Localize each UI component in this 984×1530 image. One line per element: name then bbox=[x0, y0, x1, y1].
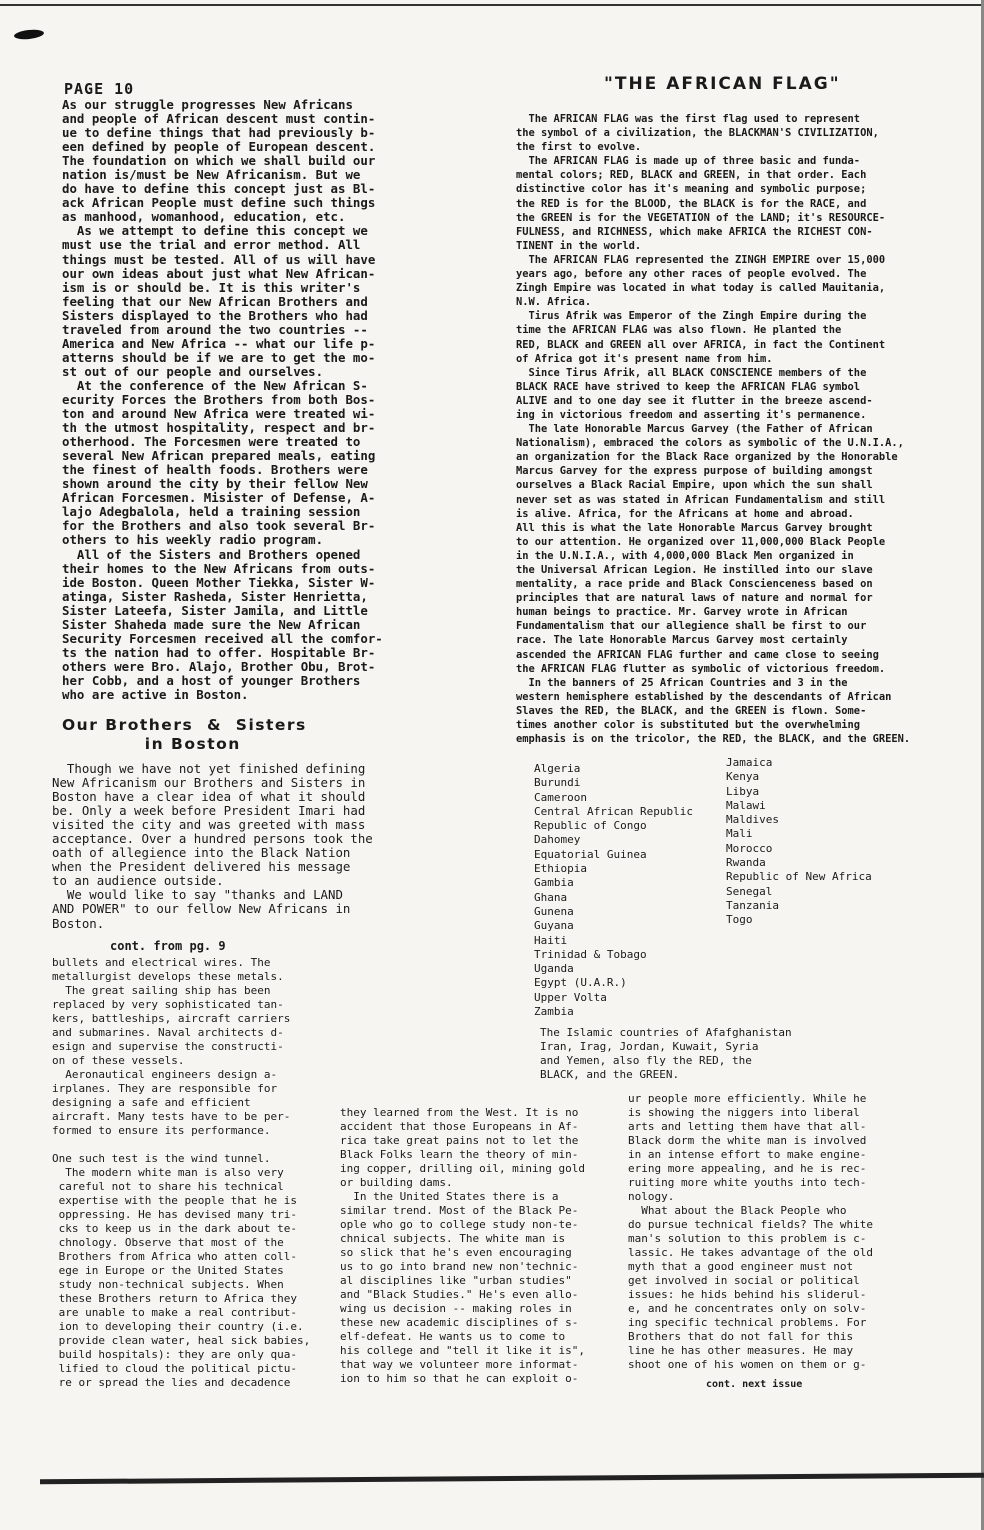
article-title-african-flag: "THE AFRICAN FLAG" bbox=[604, 74, 841, 94]
top-rule bbox=[0, 4, 984, 6]
country-list-col1: Algeria Burundi Cameroon Central African Republic Republic of Congo Dahomey Equatorial Guinea Ethiopia Gambia Ghana Gunena Guyana Haiti Trinidad & Tobago Uganda Egypt (U.A.R.) Upper Volta Zambia bbox=[534, 762, 693, 1019]
page-number: PAGE 10 bbox=[64, 80, 135, 98]
country-list-col2: Jamaica Kenya Libya Malawi Maldives Mali Morocco Rwanda Republic of New Africa Senegal Tanzania Togo bbox=[726, 756, 872, 927]
boston-article-headline: Our Brothers & Sisters in Boston bbox=[62, 716, 307, 753]
african-flag-article-body: The AFRICAN FLAG was the first flag used to represent the symbol of a civilization, the BLACKMAN'S CIVILIZATION, the first to evolve. The AFRICAN FLAG is made up of three basic and funda- mental colors; RED, BLACK and GREEN, in that order. Each distinctive color has it's meaning and symbolic purpose; the RED is for the BLOOD, the BLACK is for the RACE, and the GREEN is for the VEGETATION of the LAND; it's RESOURCE- FULNESS, and RICHNESS, which make AFRICA the RICHEST CON- TINENT in the world. The AFRICAN FLAG represented the ZINGH EMPIRE over 15,000 years ago, before any other races of people evolved. The Zingh Empire was located in what today is called Mauitania, N.W. Africa. Tirus Afrik was Emperor of the Zingh Empire during the time the AFRICAN FLAG was also flown. He planted the RED, BLACK and GREEN all over AFRICA, in fact the Continent of Africa got it's present name from him. Since Tirus Afrik, all BLACK CONSCIENCE members of the BLACK RACE have strived to keep the AFRICAN FLAG symbol ALIVE and to one day see it flutter in the breeze ascend- ing in victorious freedom and asserting it's permanence. The late Honorable Marcus Garvey (the Father of African Nationalism), embraced the colors as symbolic of the U.N.I.A., an organization for the Black Race organized by the Honorable Marcus Garvey for the express purpose of building amongst ourselves a Black Racial Empire, upon which the sun shall never set as was stated in African Fundamentalism and still is alive. Africa, for the Africans at home and abroad. All this is what the late Honorable Marcus Garvey brought to our attention. He organized over 11,000,000 Black People in the U.N.I.A., with 4,000,000 Black Men organized in the Universal African Legion. He instilled into our slave mentality, a race pride and Black Conscienceness based on principles that are natural laws of nature and normal for human beings to practice. Mr. Garvey wrote in African Fundamentalism that our allegience shall be first to our race. The late Honorable Marcus Garvey most certainly ascended the AFRICAN FLAG further and came close to seeing the AFRICAN FLAG flutter as symbolic of victorious freedom. In the banners of 25 African Countries and 3 in the western hemisphere established by the descendants of African Slaves the RED, the BLACK, and the GREEN is flown. Some- times another color is substituted but the overwhelming emphasis is on the tricolor, the RED, the BLACK, and the GREEN. bbox=[516, 113, 911, 746]
technology-article-col1: bullets and electrical wires. The metallurgist develops these metals. The great sailing ship has been replaced by very sophisticated tan- kers, battleships, aircraft carriers and submarines. Naval architects d- esign and supervise the constructi- on of these vessels. Aeronautical engineers design a- irplanes. They are responsible for designing a safe and efficient aircraft. Many tests have to be per- formed to ensure its performance. One such test is the wind tunnel. The modern white man is also very careful not to share his technical expertise with the people that he is oppressing. He has devised many tri- cks to keep us in the dark about te- chnology. Observe that most of the Brothers from Africa who atten coll- ege in Europe or the United States study non-technical subjects. When these Brothers return to Africa they are unable to make a real contribut- ion to developing their country (i.e. provide clean water, heal sick babies, build hospitals): they are only qua- lified to cloud the political pictu- re or spread the lies and decadence bbox=[52, 956, 311, 1390]
technology-article-col2: they learned from the West. It is no accident that those Europeans in Af- rica take great pains not to let the Black Folks learn the theory of min- ing copper, drilling oil, mining gold or building dams. In the United States there is a similar trend. Most of the Black Pe- ople who go to college study non-te- chnical subjects. The white man is so slick that he's even encouraging us to go into brand new non'technic- al disciplines like "urban studies" and "Black Studies." He's even allo- wing us decision -- making roles in these new academic disciplines of s- elf-defeat. He wants us to come to his college and "tell it like it is", that way we volunteer more informat- ion to him so that he can exploit o- bbox=[340, 1106, 586, 1386]
technology-article-col3: ur people more efficiently. While he is showing the niggers into liberal arts and letting them have that all- Black dorm the white man is involved in an intense effort to make engine- ering more appealing, and he is rec- ruiting more white youths into tech- nology. What about the Black People who do pursue technical fields? The white man's solution to this problem is c- lassic. He takes advantage of the old myth that a good engineer must not get involved in social or political issues: he hids behind his sliderul- e, and he concentrates only on solv- ing specific technical problems. For Brothers that do not fall for this line he has other measures. He may shoot one of his women on them or g- bbox=[628, 1092, 874, 1372]
bottom-rule bbox=[40, 1473, 984, 1485]
new-africanism-article-body: As our struggle progresses New Africans and people of African descent must contin- ue to define things that had previously b- een defined by people of European descent. The foundation on which we shall build our nation is/must be New Africanism. But we do have to define this concept just as Bl- ack African People must define such things as manhood, womanhood, education, etc. As we attempt to define this concept we must use the trial and error method. All things must be tested. All of us will have our own ideas about just what New African- ism is or should be. It is this writer's feeling that our New African Brothers and Sisters displayed to the Brothers who had traveled from around the two countries -- America and New Africa -- what our life p- atterns should be if we are to get the mo- st out of our people and ourselves. At the conference of the New African S- ecurity Forces the Brothers from both Bos- ton and around New Africa were treated wi- th the utmost hospitality, respect and br- otherhood. The Forcesmen were treated to several New African prepared meals, eating the finest of health foods. Brothers were shown around the city by their fellow New African Forcesmen. Misister of Defense, A- lajo Adegbalola, held a training session for the Brothers and also took several Br- others to his weekly radio program. All of the Sisters and Brothers opened their homes to the New Africans from outs- ide Boston. Queen Mother Tiekka, Sister W- atinga, Sister Rasheda, Sister Henrietta, Sister Lateefa, Sister Jamila, and Little Sister Shaheda made sure the New African Security Forcesmen received all the comfor- ts the nation had to offer. Hospitable Br- others were Bro. Alajo, Brother Obu, Brot- her Cobb, and a host of younger Brothers who are active in Boston. bbox=[62, 97, 383, 702]
islamic-countries-note: The Islamic countries of Afafghanistan Iran, Irag, Jordan, Kuwait, Syria and Yemen, also fly the RED, the BLACK, and the GREEN. bbox=[540, 1026, 792, 1082]
ink-mark bbox=[14, 28, 45, 40]
continued-next-label: cont. next issue bbox=[706, 1379, 803, 1390]
boston-article-body: Though we have not yet finished defining New Africanism our Brothers and Sisters in Boston have a clear idea of what it should be. Only a week before President Imari had visited the city and was greeted with mass acceptance. Over a hundred persons took the oath of allegience into the Black Nation when the President delivered his message to an audience outside. We would like to say "thanks and LAND AND POWER" to our fellow New Africans in Boston. bbox=[52, 761, 373, 931]
continued-from-label: cont. from pg. 9 bbox=[110, 939, 226, 953]
